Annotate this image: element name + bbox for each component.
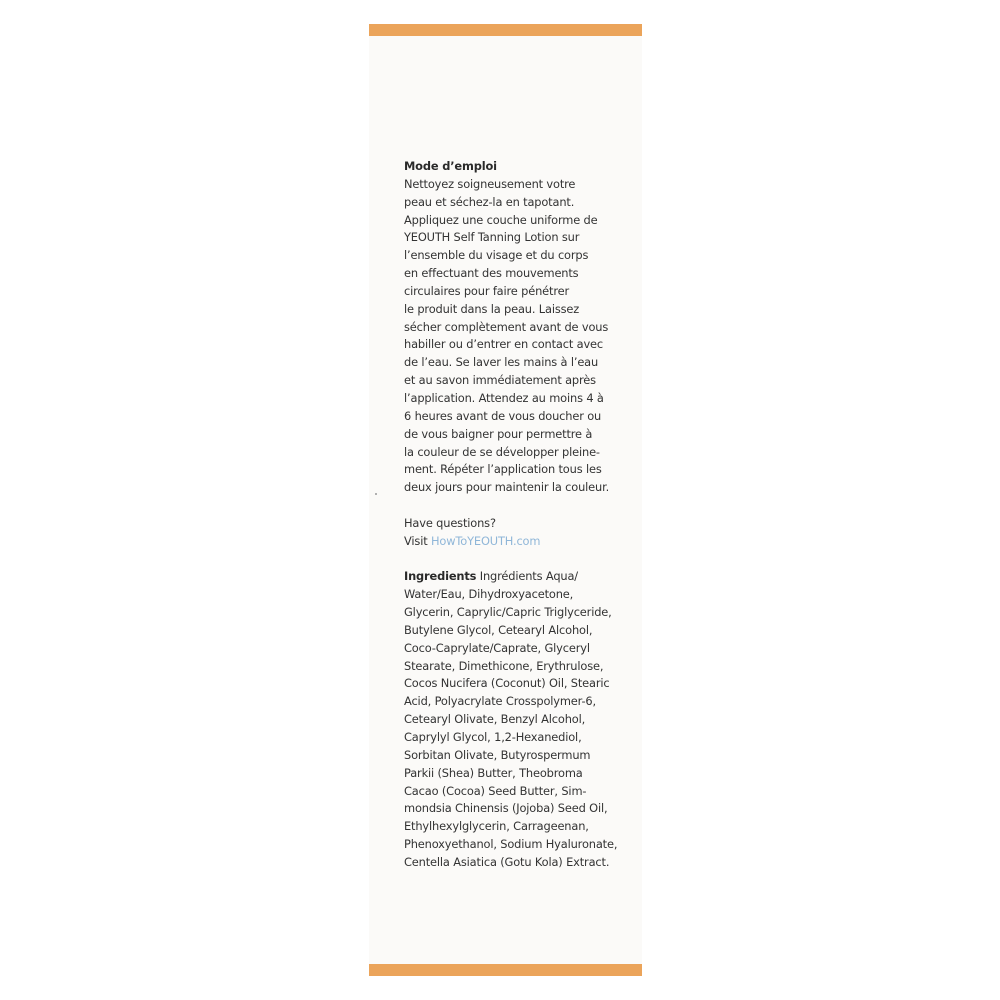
label-panel	[369, 24, 642, 976]
ingredients-line: Acid, Polyacrylate Crosspolymer-6,	[404, 694, 596, 709]
directions-line: Appliquez une couche uniforme de	[404, 212, 598, 227]
directions-line: Nettoyez soigneusement votre	[404, 176, 576, 191]
ingredients-line: Cetearyl Olivate, Benzyl Alcohol,	[404, 712, 586, 727]
visit-prefix: Visit	[404, 533, 431, 548]
ingredients-line: mondsia Chinensis (Jojoba) Seed Oil,	[404, 801, 608, 816]
ingredients-line: Glycerin, Caprylic/Capric Triglyceride,	[404, 605, 612, 620]
ingredients-line: Butylene Glycol, Cetearyl Alcohol,	[404, 622, 593, 637]
ingredients-line: Ethylhexylglycerin, Carrageenan,	[404, 819, 589, 834]
directions-line: le produit dans la peau. Laissez	[404, 301, 580, 316]
ingredients-first-line-text: Ingrédients Aqua/	[476, 569, 578, 584]
directions-line: et au savon immédiatement après	[404, 373, 596, 388]
ingredients-line: Caprylyl Glycol, 1,2-Hexanediol,	[404, 730, 582, 744]
directions-line: de l’eau. Se laver les mains à l’eau	[404, 355, 599, 370]
visit-line	[404, 533, 636, 551]
ingredients-line: Cocos Nucifera (Coconut) Oil, Stearic	[404, 676, 610, 691]
paragraph-spacer	[404, 551, 636, 569]
directions-line: 6 heures avant de vous doucher ou	[404, 408, 602, 423]
directions-line: l’application. Attendez au moins 4 à	[404, 390, 604, 405]
ingredients-line: Coco-Caprylate/Caprate, Glyceryl	[404, 640, 590, 655]
directions-body	[404, 176, 636, 497]
directions-line: sécher complètement avant de vous	[404, 319, 609, 334]
ingredients-label: Ingredients	[404, 569, 477, 584]
ingredients-block	[404, 568, 636, 871]
directions-line: peau et séchez-la en tapotant.	[404, 194, 575, 209]
ingredients-line: Phenoxyethanol, Sodium Hyaluronate,	[404, 837, 618, 852]
directions-heading: Mode d’emploi	[404, 159, 497, 173]
questions-text: Have questions?	[404, 515, 496, 530]
ingredients-line: Parkii (Shea) Butter, Theobroma	[404, 765, 583, 780]
directions-line: la couleur de se développer pleine-	[404, 444, 600, 459]
top-orange-band	[369, 24, 642, 36]
directions-line: en effectuant des mouvements	[404, 266, 579, 281]
stray-dot-mark	[375, 493, 377, 495]
ingredients-line: Stearate, Dimethicone, Erythrulose,	[404, 658, 604, 673]
label-text-content	[404, 158, 636, 872]
bottom-orange-band	[369, 964, 642, 976]
ingredients-line: Centella Asiatica (Gotu Kola) Extract.	[404, 854, 610, 869]
ingredients-line: Water/Eau, Dihydroxyacetone,	[404, 587, 574, 602]
ingredients-line: Cacao (Cocoa) Seed Butter, Sim-	[404, 783, 587, 798]
website-link[interactable]: HowToYEOUTH.com	[431, 533, 541, 548]
directions-line: habiller ou d’entrer en contact avec	[404, 337, 604, 352]
directions-line: deux jours pour maintenir la couleur.	[404, 480, 610, 495]
paragraph-spacer	[404, 497, 636, 515]
directions-line: circulaires pour faire pénétrer	[404, 283, 569, 298]
ingredients-first-line	[404, 568, 636, 586]
directions-line: YEOUTH Self Tanning Lotion sur	[404, 230, 580, 245]
directions-line: de vous baigner pour permettre à	[404, 426, 593, 441]
directions-line: ment. Répéter l’application tous les	[404, 462, 602, 477]
ingredients-line: Sorbitan Olivate, Butyrospermum	[404, 747, 591, 762]
directions-line: l’ensemble du visage et du corps	[404, 248, 589, 263]
